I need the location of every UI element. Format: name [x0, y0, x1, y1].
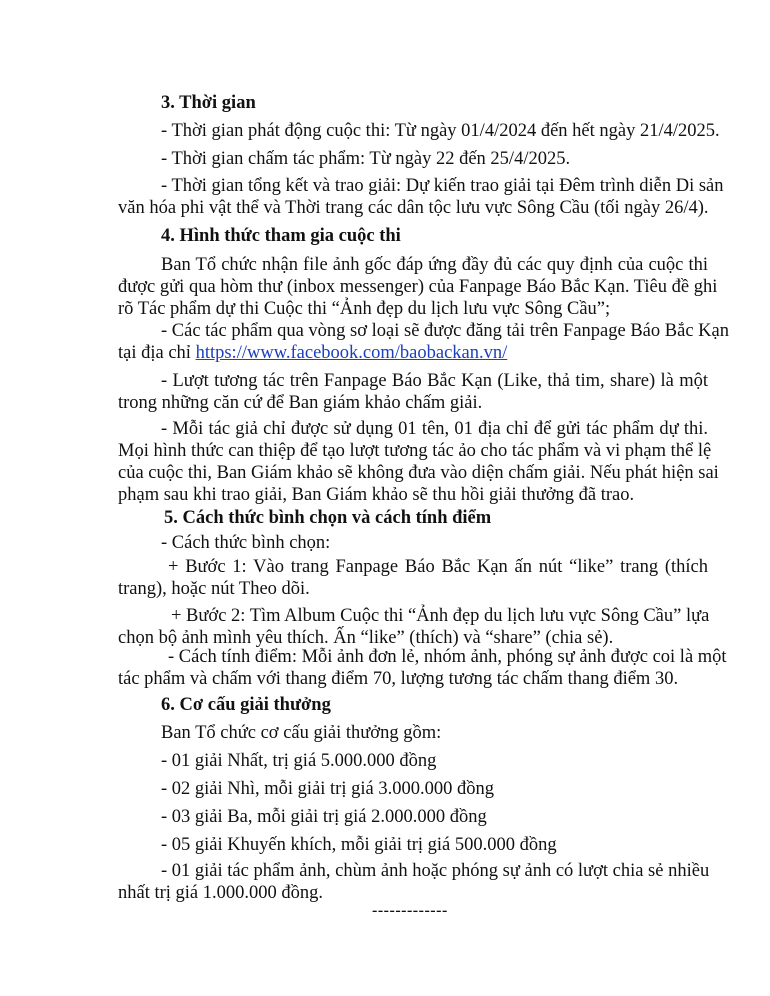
prize-share-line-2: nhất trị giá 1.000.000 đồng.	[118, 883, 324, 903]
prize-share-line-1: - 01 giải tác phẩm ảnh, chùm ảnh hoặc phóng sự ảnh có lượt chia sẻ nhiều	[161, 861, 710, 881]
posting-para-line-1: - Các tác phẩm qua vòng sơ loại sẽ được đăng tải trên Fanpage Báo Bắc Kạn	[161, 321, 729, 341]
address-label: tại địa chỉ	[118, 343, 196, 363]
scoring-line-2: tác phẩm và chấm với thang điểm 70, lượng tương tác chấm thang điểm 30.	[118, 669, 679, 689]
prize-second-line: - 02 giải Nhì, mỗi giải trị giá 3.000.000 đồng	[161, 779, 494, 799]
submission-para-line-3: rõ Tác phẩm dự thi Cuộc thi “Ảnh đẹp du lịch lưu vực Sông Cầu”;	[118, 299, 611, 319]
rules-para-line-4: phạm sau khi trao giải, Ban Giám khảo sẽ thu hồi giải thưởng đã trao.	[118, 485, 635, 505]
rules-para-line-2: Mọi hình thức can thiệp để tạo lượt tương tác ảo cho tác phẩm và vi phạm thể lệ	[118, 441, 712, 461]
rules-para-line-3: của cuộc thi, Ban Giám khảo sẽ không đưa vào diện chấm giải. Nếu phát hiện sai	[118, 463, 719, 483]
section-5-heading: 5. Cách thức bình chọn và cách tính điểm	[164, 508, 492, 528]
summary-time-line-1: - Thời gian tổng kết và trao giải: Dự kiến trao giải tại Đêm trình diễn Di sản	[161, 176, 724, 196]
section-6-heading: 6. Cơ cấu giải thưởng	[161, 695, 331, 715]
submission-para-line-2: được gửi qua hòm thư (inbox messenger) của Fanpage Báo Bắc Kạn. Tiêu đề ghi	[118, 277, 718, 297]
section-3-heading: 3. Thời gian	[161, 93, 256, 113]
fanpage-link[interactable]: https://www.facebook.com/baobackan.vn/	[195, 343, 508, 363]
rules-para-line-1: - Mỗi tác giả chỉ được sử dụng 01 tên, 01 địa chỉ để gửi tác phẩm dự thi.	[161, 419, 708, 439]
step-1-line-1: + Bước 1: Vào trang Fanpage Báo Bắc Kạn ấn nút “like” trang (thích	[168, 557, 708, 577]
prize-consolation-line: - 05 giải Khuyến khích, mỗi giải trị giá 500.000 đồng	[161, 835, 557, 855]
section-4-heading: 4. Hình thức tham gia cuộc thi	[161, 226, 401, 246]
step-2-line-1: + Bước 2: Tìm Album Cuộc thi “Ảnh đẹp du lịch lưu vực Sông Cầu” lựa	[171, 606, 710, 626]
prize-intro-line: Ban Tổ chức cơ cấu giải thưởng gồm:	[161, 723, 442, 743]
prize-third-line: - 03 giải Ba, mỗi giải trị giá 2.000.000 đồng	[161, 807, 487, 827]
prize-first-line: - 01 giải Nhất, trị giá 5.000.000 đồng	[161, 751, 437, 771]
step-2-line-2: chọn bộ ảnh mình yêu thích. Ấn “like” (thích) và “share” (chia sẻ).	[118, 628, 614, 648]
scoring-line-1: - Cách tính điểm: Mỗi ảnh đơn lẻ, nhóm ảnh, phóng sự ảnh được coi là một	[168, 647, 727, 667]
submission-para-line-1: Ban Tổ chức nhận file ảnh gốc đáp ứng đầy đủ các quy định của cuộc thi	[161, 255, 708, 275]
end-separator: -------------	[372, 902, 448, 919]
interaction-para-line-1: - Lượt tương tác trên Fanpage Báo Bắc Kạn (Like, thả tim, share) là một	[161, 371, 708, 391]
step-1-line-2: trang), hoặc nút Theo dõi.	[118, 579, 310, 599]
interaction-para-line-2: trong những căn cứ để Ban giám khảo chấm giải.	[118, 393, 483, 413]
posting-para-line-2	[118, 342, 708, 364]
launch-time-line: - Thời gian phát động cuộc thi: Từ ngày 01/4/2024 đến hết ngày 21/4/2025.	[161, 121, 720, 141]
summary-time-line-2: văn hóa phi vật thể và Thời trang các dân tộc lưu vực Sông Cầu (tối ngày 26/4).	[118, 198, 709, 218]
voting-method-label: - Cách thức bình chọn:	[161, 533, 331, 553]
judging-time-line: - Thời gian chấm tác phẩm: Từ ngày 22 đến 25/4/2025.	[161, 149, 571, 169]
